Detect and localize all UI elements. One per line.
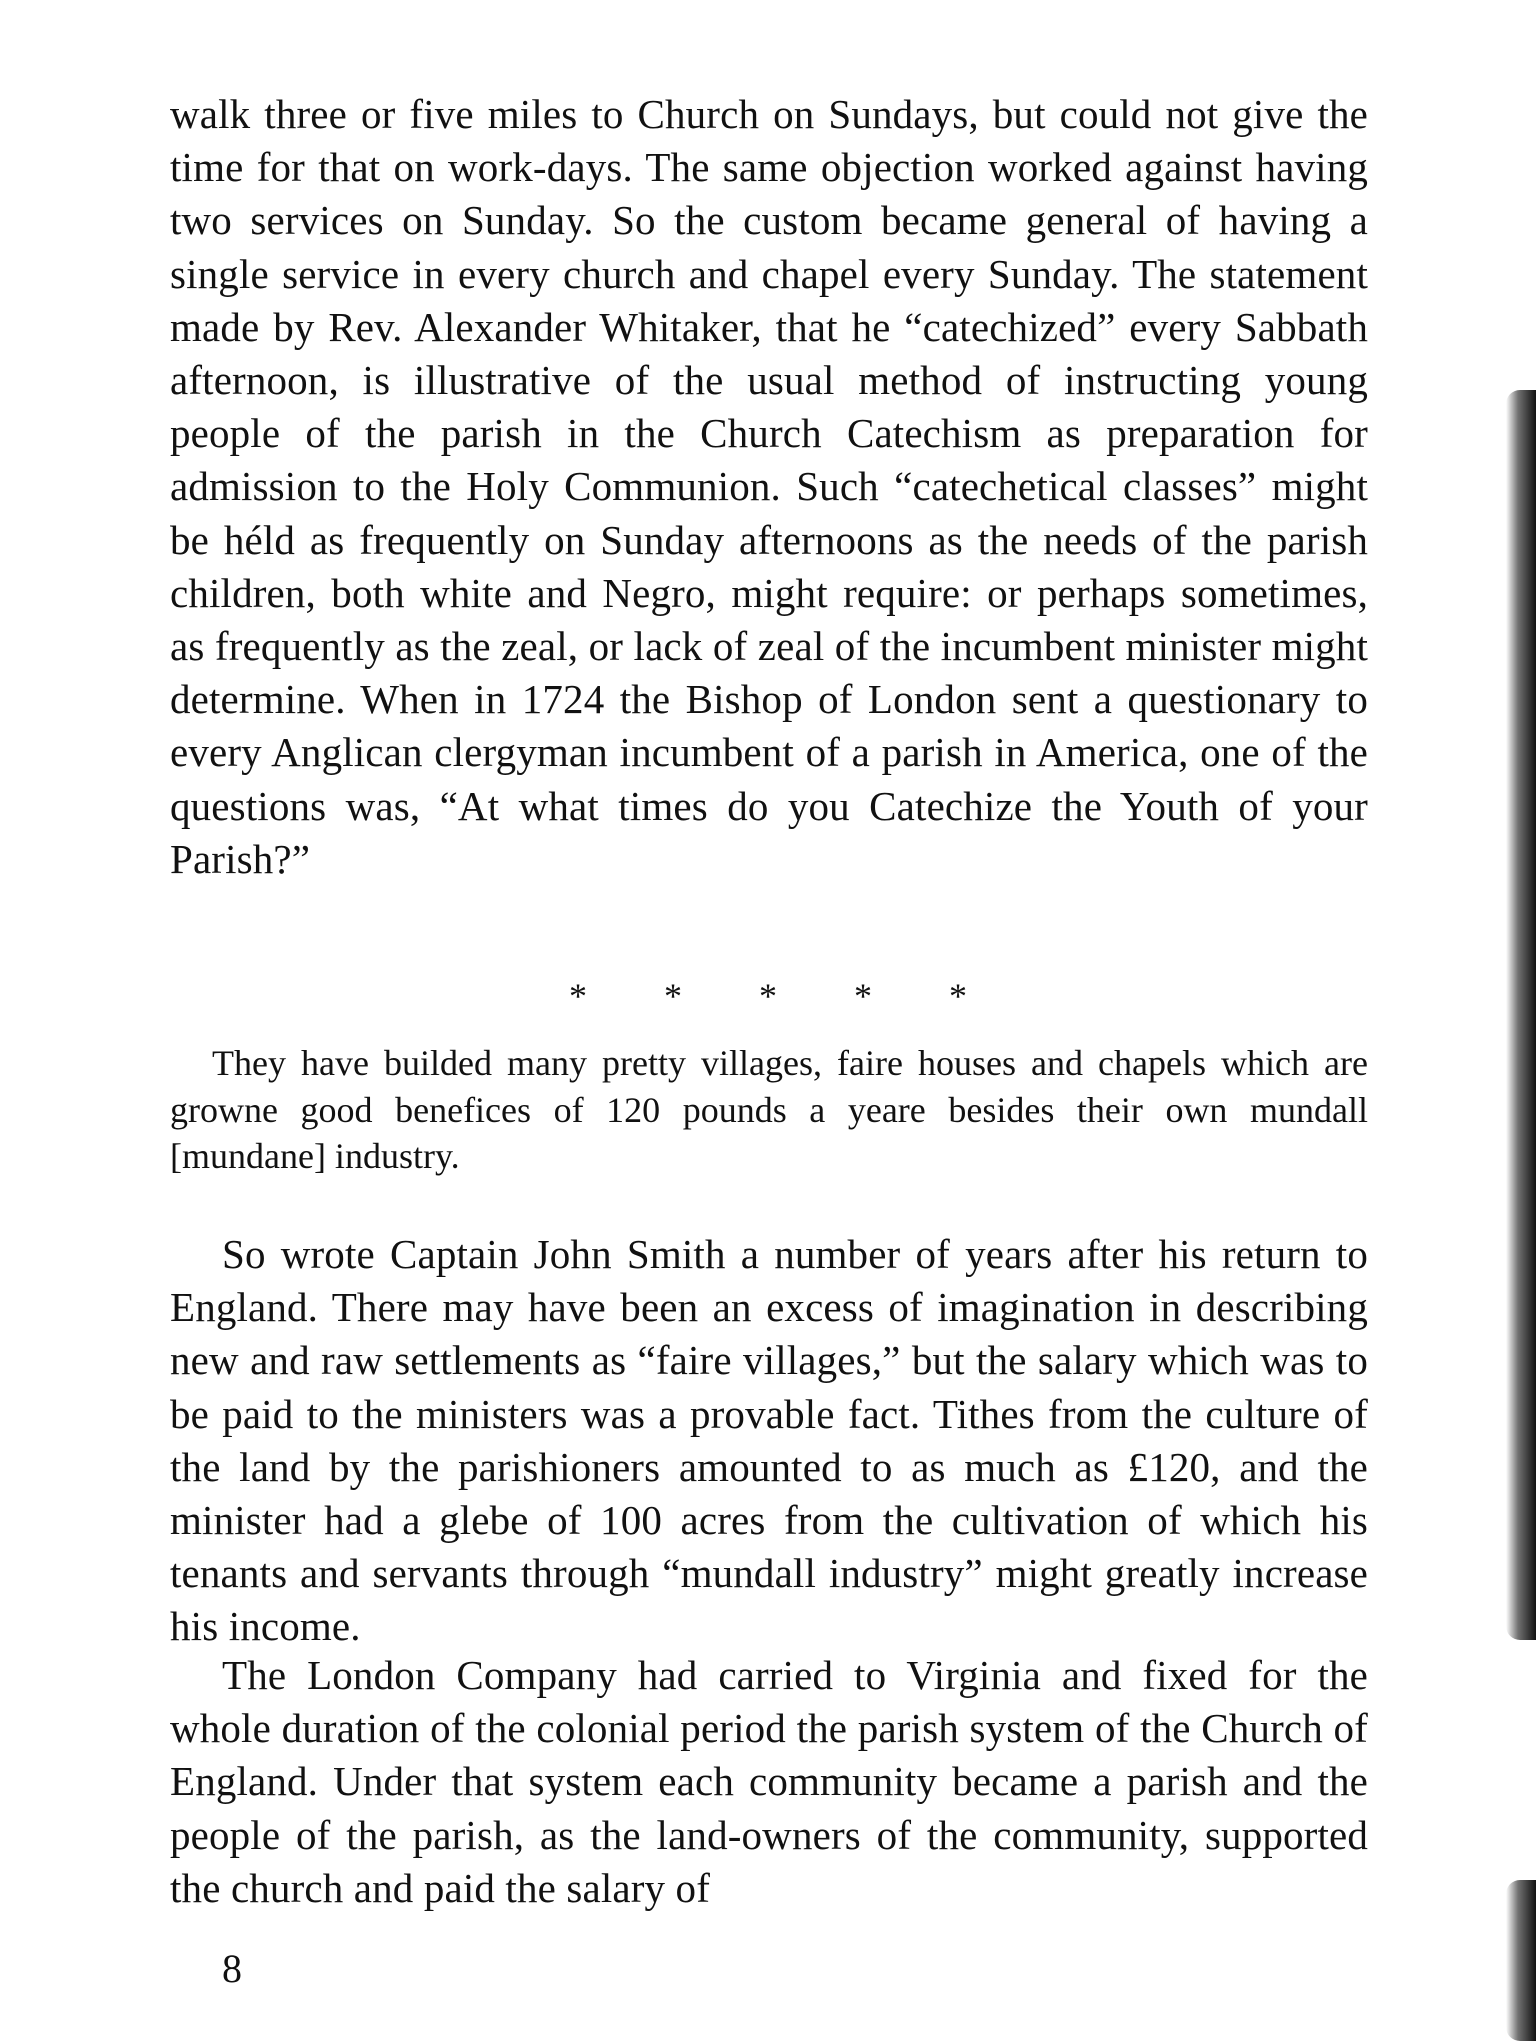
paragraph-salary: So wrote Captain John Smith a number of years after his return to England. There may have been an excess of imagination in describing new and raw settlements as “faire villages,” but the salary which was to be paid to the ministers was a provable fact. Tithes from the culture of the land by the parishioners amounted to as much as £120, and the minister had a glebe of 100 acres from the cultivation of which his tenants and servants through “mundall industry” might greatly increase his income. xyxy=(170,1231,1368,1650)
paragraph-catechism: walk three or five miles to Church on Sundays, but could not give the time for that on work-days. The same objection worked against having two services on Sunday. So the custom became general of having a single service in every church and chapel every Sunday. The statement made by Rev. Alexander Whitaker, that he “catechized” every Sabbath afternoon, is illustrative of the usual method of instructing young people of the parish in the Church Catechism as preparation for admission to the Holy Communion. Such “catechetical classes” might be héld as frequently on Sunday afternoons as the needs of the parish children, both white and Negro, might require: or perhaps sometimes, as frequently as the zeal, or lack of zeal of the incumbent minister might determine. When in 1724 the Bishop of London sent a questionary to every Anglican clergyman incumbent of a parish in America, one of the questions was, “At what times do you Catechize the Youth of your Parish?” xyxy=(170,91,1368,882)
page-number: 8 xyxy=(222,1946,242,1991)
scan-edge-shadow-lower xyxy=(1506,1880,1536,2041)
section-break-asterisks: * * * * * xyxy=(569,976,1001,1016)
block-quote-john-smith: They have builded many pretty villages, faire houses and chapels which are growne good benefices of 120 pounds a yeare besides their own mundall [mundane] industry. xyxy=(170,1043,1368,1176)
paragraph-parish-system: The London Company had carried to Virginia and fixed for the whole duration of the colonial period the parish system of the Church of England. Under that system each community became a parish and the people of the parish, as the land-owners of the community, supported the church and paid the salary of xyxy=(170,1652,1368,1911)
